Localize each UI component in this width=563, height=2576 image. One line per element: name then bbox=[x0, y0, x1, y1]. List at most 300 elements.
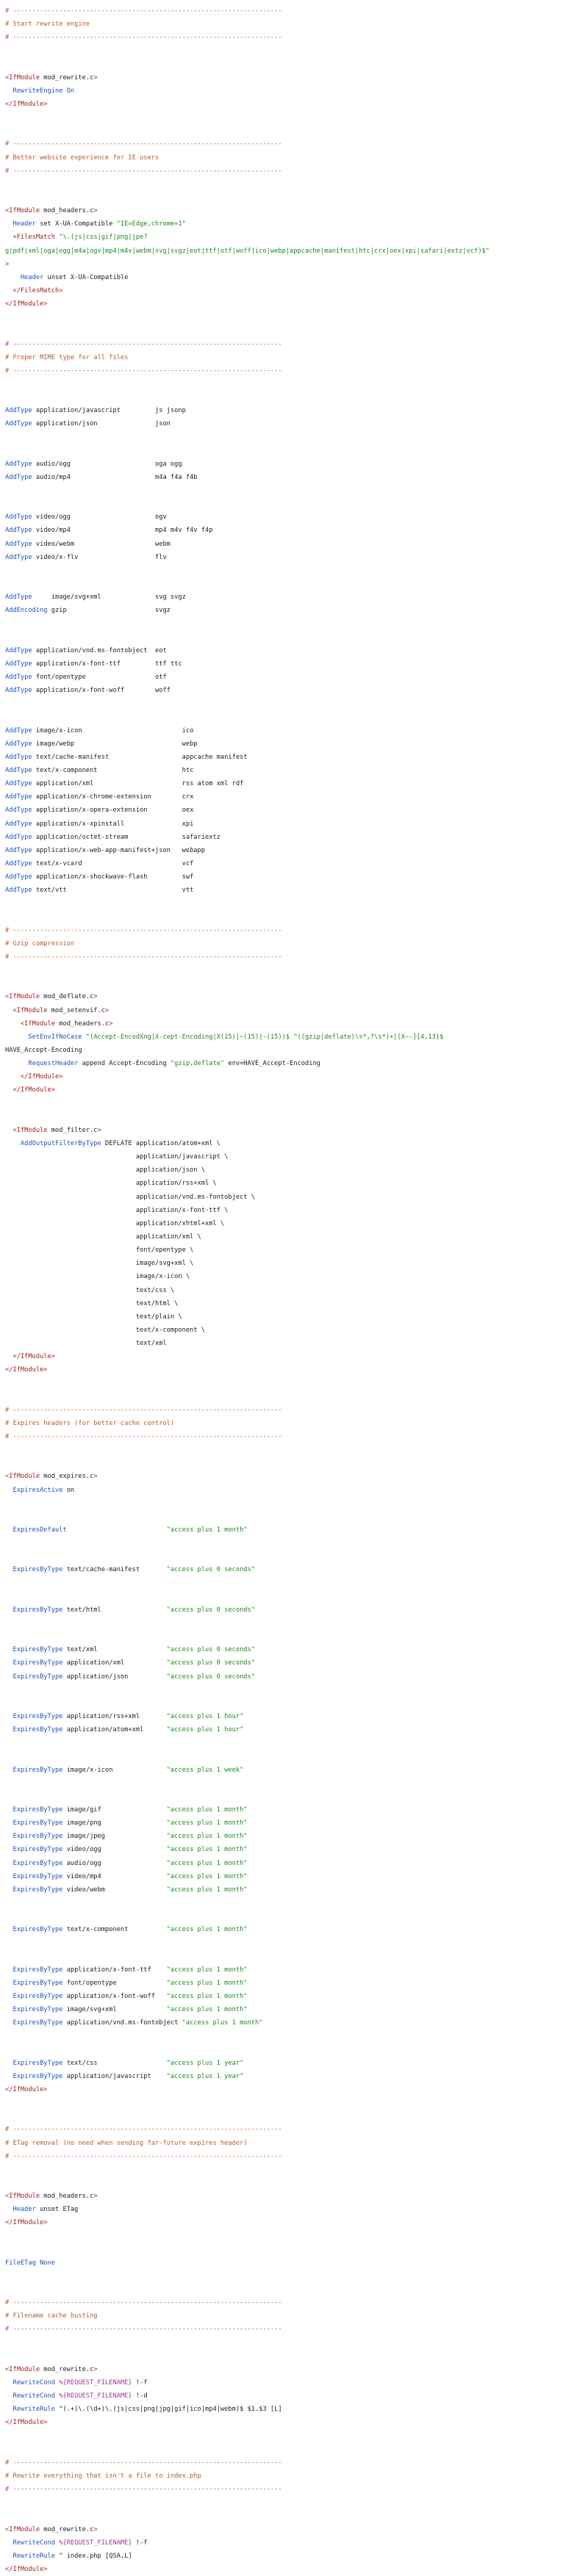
directive-token: AddType bbox=[5, 780, 32, 788]
string-token: "access plus 1 hour" bbox=[166, 1713, 244, 1720]
code-line bbox=[5, 2123, 558, 2136]
text-token bbox=[5, 1086, 12, 1094]
code-line bbox=[5, 1377, 558, 1390]
code-line bbox=[5, 577, 558, 591]
code-line bbox=[5, 1870, 558, 1883]
code-line bbox=[5, 2016, 558, 2030]
text-token: text/css bbox=[62, 2059, 167, 2067]
text-token bbox=[5, 2552, 12, 2560]
code-line bbox=[5, 1643, 558, 1656]
comment-token: # ---------------------------------------------------------------------- bbox=[5, 167, 282, 175]
code-line bbox=[5, 1244, 558, 1257]
code-line bbox=[5, 1523, 558, 1537]
code-line bbox=[5, 1537, 558, 1550]
code-line bbox=[5, 1137, 558, 1150]
code-line bbox=[5, 1350, 558, 1363]
code-line bbox=[5, 751, 558, 764]
string-token: "access plus 0 seconds" bbox=[166, 1566, 255, 1574]
directive-token: AddType bbox=[5, 527, 32, 535]
text-token bbox=[5, 1566, 12, 1573]
directive-token: FileETag bbox=[5, 2259, 36, 2267]
code-line bbox=[5, 684, 558, 697]
text-token bbox=[5, 1860, 12, 1867]
text-token: application/x-xpinstall xpi bbox=[32, 820, 194, 828]
tag-token: <IfModule bbox=[5, 2525, 40, 2533]
string-token: "access plus 1 month" bbox=[166, 1859, 248, 1867]
tag-token: <IfModule bbox=[5, 207, 40, 215]
string-token: "access plus 1 month" bbox=[166, 1926, 248, 1934]
comment-token: # ---------------------------------------------------------------------- bbox=[5, 2326, 282, 2334]
text-token bbox=[5, 2006, 12, 2013]
code-line bbox=[5, 1816, 558, 1830]
code-line bbox=[5, 2523, 558, 2536]
comment-token: # Expires headers (for better cache control) bbox=[5, 1419, 175, 1427]
directive-token: ExpiresByType bbox=[12, 1673, 63, 1681]
code-line bbox=[5, 98, 558, 111]
text-token: font/opentype bbox=[62, 1979, 167, 1987]
directive-token: AddType bbox=[5, 767, 32, 775]
code-line bbox=[5, 297, 558, 311]
code-line bbox=[5, 937, 558, 950]
code-line bbox=[5, 1177, 558, 1190]
directive-token: ExpiresActive bbox=[12, 1486, 63, 1494]
text-token: application/x-font-woff woff bbox=[32, 687, 171, 695]
code-line bbox=[5, 2070, 558, 2083]
comment-token: # ---------------------------------------------------------------------- bbox=[5, 2458, 282, 2467]
text-token: video/ogg ogv bbox=[32, 513, 167, 522]
comment-token: # Gzip compression bbox=[5, 939, 75, 948]
code-line bbox=[5, 1990, 558, 2003]
text-token: application/json json bbox=[32, 420, 171, 428]
text-token: unset ETag bbox=[35, 2206, 79, 2214]
directive-token: ExpiresByType bbox=[12, 1819, 63, 1828]
code-line bbox=[5, 524, 558, 537]
code-line bbox=[5, 1830, 558, 1843]
code-line bbox=[5, 2283, 558, 2296]
string-token: "access plus 1 month" bbox=[166, 1846, 248, 1854]
code-line bbox=[5, 1443, 558, 1457]
text-token: image/jpeg bbox=[62, 1833, 167, 1841]
text-token bbox=[5, 1713, 12, 1720]
tag-token: > bbox=[109, 1020, 113, 1028]
text-token bbox=[5, 234, 12, 241]
text-token bbox=[5, 1127, 12, 1134]
text-token: font/opentype \ bbox=[5, 1246, 194, 1255]
string-token: g|pdf|xml|oga|ogg|m4a|ogv|mp4|m4v|webm|svg|svgz|eot|ttf|otf|woff|ico|webp|appcache|manifest|htc|crx|oex|xpi|safari|extz|vcf)$" bbox=[5, 247, 490, 255]
code-line bbox=[5, 1803, 558, 1816]
code-line bbox=[5, 271, 558, 284]
tag-token: <IfModule bbox=[5, 2193, 40, 2201]
text-token: application/json \ bbox=[5, 1166, 205, 1175]
directive-token: ExpiresDefault bbox=[12, 1526, 67, 1534]
text-token: application/rss+xml \ bbox=[5, 1180, 217, 1188]
code-line bbox=[5, 2430, 558, 2443]
text-token: video/webm webm bbox=[32, 540, 171, 548]
code-line bbox=[5, 58, 558, 71]
text-token: application/javascript \ bbox=[5, 1153, 229, 1161]
code-line bbox=[5, 1950, 558, 1963]
text-token bbox=[5, 1526, 12, 1534]
code-line bbox=[5, 2216, 558, 2229]
text-token: image/svg+xml svg svgz bbox=[32, 594, 186, 602]
string-token: "access plus 1 month" bbox=[166, 1886, 248, 1894]
tag-token: </FilesMatch> bbox=[12, 286, 63, 295]
variable-token: %{REQUEST_FILENAME} bbox=[59, 2392, 132, 2400]
comment-token: # ---------------------------------------------------------------------- bbox=[5, 340, 282, 348]
tag-token: > bbox=[105, 1006, 110, 1014]
directive-token: AddType bbox=[5, 660, 32, 668]
code-line bbox=[5, 724, 558, 737]
code-line bbox=[5, 990, 558, 1003]
directive-token: ExpiresByType bbox=[12, 1872, 63, 1880]
code-line bbox=[5, 44, 558, 57]
code-line bbox=[5, 178, 558, 191]
directive-token: Header bbox=[20, 273, 44, 281]
code-line bbox=[5, 137, 558, 151]
comment-token: # ---------------------------------------------------------------------- bbox=[5, 926, 282, 934]
string-token: "access plus 1 month" bbox=[166, 1992, 248, 2000]
directive-token: AddType bbox=[5, 820, 32, 828]
text-token: application/x-web-app-manifest+json webapp bbox=[32, 846, 205, 854]
comment-token: # Filename cache busting bbox=[5, 2312, 98, 2320]
tag-token: > bbox=[5, 260, 10, 268]
code-line bbox=[5, 1603, 558, 1617]
code-line bbox=[5, 1204, 558, 1217]
code-line bbox=[5, 884, 558, 897]
text-token bbox=[5, 1993, 12, 2000]
directive-token: ExpiresByType bbox=[12, 1992, 63, 2000]
string-token: "access plus 1 year" bbox=[166, 2072, 244, 2080]
code-line bbox=[5, 417, 558, 430]
text-token: set X-UA-Compatible bbox=[35, 220, 117, 228]
tag-token: > bbox=[93, 2193, 98, 2201]
text-token: HAVE_Accept-Encoding bbox=[5, 1046, 82, 1054]
code-line bbox=[5, 897, 558, 910]
directive-token: ExpiresByType bbox=[12, 1926, 63, 1934]
comment-token: # ---------------------------------------------------------------------- bbox=[5, 34, 282, 42]
code-line bbox=[5, 2137, 558, 2150]
text-token bbox=[5, 1926, 12, 1933]
code-line bbox=[5, 1563, 558, 1576]
code-line bbox=[5, 2443, 558, 2456]
comment-token: # ---------------------------------------------------------------------- bbox=[5, 2486, 282, 2494]
code-line bbox=[5, 364, 558, 378]
comment-token: # ETag removal (no need when sending far-future expires header) bbox=[5, 2139, 248, 2147]
tag-token: </IfModule> bbox=[5, 1366, 48, 1374]
text-token bbox=[5, 1646, 12, 1653]
code-line bbox=[5, 510, 558, 524]
code-line bbox=[5, 1470, 558, 1483]
text-token: text/html bbox=[62, 1606, 167, 1614]
text-token: env=HAVE_Accept-Encoding bbox=[224, 1060, 320, 1068]
code-line bbox=[5, 564, 558, 577]
code-line bbox=[5, 1163, 558, 1177]
code-line bbox=[5, 764, 558, 777]
text-token: text/xml bbox=[5, 1340, 167, 1348]
code-line bbox=[5, 2563, 558, 2576]
code-line bbox=[5, 1590, 558, 1603]
code-line bbox=[5, 2363, 558, 2376]
code-line bbox=[5, 204, 558, 217]
code-line bbox=[5, 604, 558, 617]
tag-token: > bbox=[93, 73, 98, 82]
directive-token: AddType bbox=[5, 513, 32, 522]
text-token bbox=[5, 2206, 12, 2213]
directive-token: ExpiresByType bbox=[12, 1886, 63, 1894]
directive-token: RequestHeader bbox=[28, 1060, 79, 1068]
code-line bbox=[5, 1217, 558, 1230]
code-line bbox=[5, 551, 558, 564]
code-line bbox=[5, 1324, 558, 1337]
code-line bbox=[5, 831, 558, 844]
code-line bbox=[5, 2256, 558, 2270]
code-line bbox=[5, 2550, 558, 2563]
text-token: application/json bbox=[62, 1673, 167, 1681]
text-token: mod_headers.c bbox=[55, 1020, 110, 1028]
code-line bbox=[5, 2496, 558, 2509]
text-token: application/rss+xml bbox=[62, 1713, 167, 1720]
code-line bbox=[5, 351, 558, 364]
text-token: application/vnd.ms-fontobject eot bbox=[32, 646, 167, 654]
code-line bbox=[5, 1310, 558, 1324]
code-line bbox=[5, 1270, 558, 1283]
directive-token: ExpiresByType bbox=[12, 1846, 63, 1854]
text-token: image/gif bbox=[62, 1805, 167, 1814]
directive-token: None bbox=[40, 2259, 55, 2267]
directive-token: ExpiresByType bbox=[12, 1566, 63, 1574]
string-token: ^(Accept-EncodXng|X-cept-Encoding|X(15)|~(15)|-(15))$ bbox=[85, 1033, 290, 1041]
text-token bbox=[5, 1140, 21, 1147]
code-line bbox=[5, 284, 558, 297]
code-line bbox=[5, 1577, 558, 1590]
code-line bbox=[5, 2456, 558, 2469]
code-line bbox=[5, 1417, 558, 1430]
code-line bbox=[5, 2323, 558, 2336]
text-token: mod_rewrite.c bbox=[40, 2525, 94, 2533]
code-line bbox=[5, 338, 558, 351]
code-line bbox=[5, 818, 558, 831]
tag-token: <IfModule bbox=[5, 1473, 40, 1481]
text-token bbox=[5, 1806, 12, 1814]
string-token: "access plus 0 seconds" bbox=[166, 1606, 255, 1614]
code-line bbox=[5, 71, 558, 84]
text-token bbox=[5, 2073, 12, 2080]
code-line bbox=[5, 1057, 558, 1070]
text-token bbox=[5, 220, 12, 228]
code-line bbox=[5, 2057, 558, 2070]
code-line bbox=[5, 1910, 558, 1923]
code-line bbox=[5, 870, 558, 884]
directive-token: On bbox=[66, 87, 75, 95]
code-line bbox=[5, 2376, 558, 2389]
tag-token: </IfModule> bbox=[12, 1353, 56, 1361]
string-token: ^((gzip|deflate)\s*,?\s*)+|[X~-]{4,13}$ bbox=[293, 1033, 444, 1041]
code-line bbox=[5, 444, 558, 458]
code-line bbox=[5, 2296, 558, 2309]
comment-token: # ---------------------------------------------------------------------- bbox=[5, 2126, 282, 2134]
directive-token: AddType bbox=[5, 726, 32, 735]
code-line bbox=[5, 1843, 558, 1856]
directive-token: AddType bbox=[5, 753, 32, 761]
directive-token: AddType bbox=[5, 793, 32, 801]
directive-token: ExpiresByType bbox=[12, 1979, 63, 1987]
directive-token: AddType bbox=[5, 540, 32, 548]
code-line bbox=[5, 1457, 558, 1470]
text-token: image/x-icon bbox=[62, 1766, 167, 1774]
text-token: application/javascript bbox=[62, 2072, 167, 2080]
text-token bbox=[5, 1819, 12, 1827]
tag-token: <IfModule bbox=[20, 1020, 55, 1028]
code-line bbox=[5, 1031, 558, 1044]
directive-token: AddType bbox=[5, 687, 32, 695]
text-token: mod_deflate.c bbox=[40, 993, 94, 1001]
tag-token: </IfModule> bbox=[5, 2566, 48, 2573]
code-line bbox=[5, 538, 558, 551]
code-line bbox=[5, 1736, 558, 1750]
code-line bbox=[5, 191, 558, 204]
text-token: application/javascript js jsonp bbox=[32, 407, 186, 415]
string-token: "access plus 1 month" bbox=[166, 1833, 248, 1841]
code-line bbox=[5, 1390, 558, 1404]
code-line bbox=[5, 2270, 558, 2283]
tag-token: </IfModule> bbox=[5, 2085, 48, 2093]
code-line bbox=[5, 1670, 558, 1684]
text-token: audio/mp4 m4a f4a f4b bbox=[32, 473, 198, 481]
text-token bbox=[5, 1833, 12, 1840]
code-line bbox=[5, 1764, 558, 1777]
text-token: audio/ogg bbox=[62, 1859, 167, 1867]
code-line bbox=[5, 1630, 558, 1643]
text-token: text/vtt vtt bbox=[32, 887, 194, 895]
comment-token: # Rewrite everything that isn't a file to index.php bbox=[5, 2472, 201, 2481]
text-token: application/x-font-woff bbox=[62, 1992, 167, 2000]
code-line bbox=[5, 631, 558, 644]
directive-token: ExpiresByType bbox=[12, 1805, 63, 1814]
code-line bbox=[5, 1230, 558, 1244]
code-line bbox=[5, 1191, 558, 1204]
text-token bbox=[5, 1487, 12, 1494]
code-line bbox=[5, 1710, 558, 1723]
comment-token: # Start rewrite engine bbox=[5, 21, 90, 29]
text-token: application/octet-stream safariextz bbox=[32, 833, 220, 841]
code-line bbox=[5, 124, 558, 137]
text-token: video/ogg bbox=[62, 1846, 167, 1854]
text-token: application/x-font-ttf \ bbox=[5, 1206, 229, 1214]
directive-token: AddType bbox=[5, 846, 32, 854]
code-line bbox=[5, 1430, 558, 1443]
text-token: mod_rewrite.c bbox=[40, 2365, 94, 2373]
directive-token: ExpiresByType bbox=[12, 2072, 63, 2080]
comment-token: # ---------------------------------------------------------------------- bbox=[5, 1433, 282, 1441]
directive-token: ExpiresByType bbox=[12, 1766, 63, 1774]
text-token: !-f bbox=[132, 2379, 148, 2387]
directive-token: AddType bbox=[5, 473, 32, 481]
directive-token: ExpiresByType bbox=[12, 1713, 63, 1720]
text-token bbox=[5, 2392, 12, 2400]
code-line bbox=[5, 2110, 558, 2123]
string-token: "access plus 0 seconds" bbox=[166, 1659, 255, 1667]
code-line bbox=[5, 2403, 558, 2416]
text-token bbox=[5, 2406, 12, 2413]
code-line bbox=[5, 2003, 558, 2016]
text-token: application/xml \ bbox=[5, 1233, 201, 1241]
directive-token: AddType bbox=[5, 873, 32, 881]
directive-token: ExpiresByType bbox=[12, 1726, 63, 1734]
code-line bbox=[5, 911, 558, 924]
text-token: mod_headers.c bbox=[40, 2193, 94, 2201]
code-line bbox=[5, 977, 558, 990]
directive-token: ExpiresByType bbox=[12, 2019, 63, 2027]
code-line bbox=[5, 1284, 558, 1297]
text-token: image/x-icon \ bbox=[5, 1273, 190, 1281]
text-token: image/svg+xml \ bbox=[5, 1260, 194, 1268]
directive-token: AddType bbox=[5, 646, 32, 654]
comment-token: # ---------------------------------------------------------------------- bbox=[5, 1406, 282, 1414]
code-line bbox=[5, 1617, 558, 1630]
tag-token: <IfModule bbox=[5, 2365, 40, 2373]
code-line bbox=[5, 964, 558, 977]
directive-token: ExpiresByType bbox=[12, 2059, 63, 2067]
string-token: "access plus 1 month" bbox=[166, 1872, 248, 1880]
code-block bbox=[5, 4, 558, 2576]
string-token: "access plus 0 seconds" bbox=[166, 1646, 255, 1654]
code-line bbox=[5, 1656, 558, 1670]
text-token bbox=[5, 1020, 21, 1028]
comment-token: # ---------------------------------------------------------------------- bbox=[5, 7, 282, 15]
text-token bbox=[5, 1846, 12, 1853]
code-line bbox=[5, 2389, 558, 2403]
code-line bbox=[5, 2229, 558, 2243]
code-line bbox=[5, 1017, 558, 1031]
directive-token: RewriteRule bbox=[12, 2406, 56, 2414]
string-token: "access plus 1 month" bbox=[166, 2006, 248, 2014]
text-token: text/cache-manifest bbox=[62, 1566, 167, 1574]
text-token: mod_setenvif.c bbox=[47, 1006, 106, 1014]
code-line bbox=[5, 924, 558, 937]
string-token: "access plus 1 year" bbox=[166, 2059, 244, 2067]
code-line bbox=[5, 804, 558, 817]
text-token: ^(.+)\.(\d+)\.(js|css|png|jpg|gif|ico|mp4|webm)$ $1.$3 [L] bbox=[55, 2406, 282, 2414]
code-line bbox=[5, 1883, 558, 1897]
code-line bbox=[5, 151, 558, 165]
directive-token: RewriteRule bbox=[12, 2552, 56, 2560]
text-token: text/x-vcard vcf bbox=[32, 860, 194, 867]
code-line bbox=[5, 1777, 558, 1790]
directive-token: AddType bbox=[5, 553, 32, 561]
tag-token: </IfModule> bbox=[5, 300, 48, 309]
string-token: "access plus 1 month" bbox=[182, 2019, 263, 2027]
tag-token: > bbox=[93, 2365, 98, 2373]
code-line bbox=[5, 1363, 558, 1377]
directive-token: RewriteCond bbox=[12, 2379, 56, 2387]
text-token bbox=[5, 1673, 12, 1681]
code-line bbox=[5, 165, 558, 178]
text-token: gzip svgz bbox=[47, 607, 171, 615]
code-line bbox=[5, 857, 558, 870]
code-line bbox=[5, 1257, 558, 1270]
directive-token: ExpiresByType bbox=[12, 1606, 63, 1614]
code-line bbox=[5, 245, 558, 258]
code-line bbox=[5, 404, 558, 417]
code-line bbox=[5, 231, 558, 244]
text-token: application/x-shockwave-flash swf bbox=[32, 873, 194, 881]
text-token: unset X-UA-Compatible bbox=[43, 273, 129, 281]
code-line bbox=[5, 2416, 558, 2429]
directive-token: RewriteCond bbox=[12, 2392, 56, 2400]
code-line bbox=[5, 2030, 558, 2043]
text-token bbox=[5, 2379, 12, 2386]
directive-token: AddOutputFilterByType bbox=[20, 1139, 101, 1147]
